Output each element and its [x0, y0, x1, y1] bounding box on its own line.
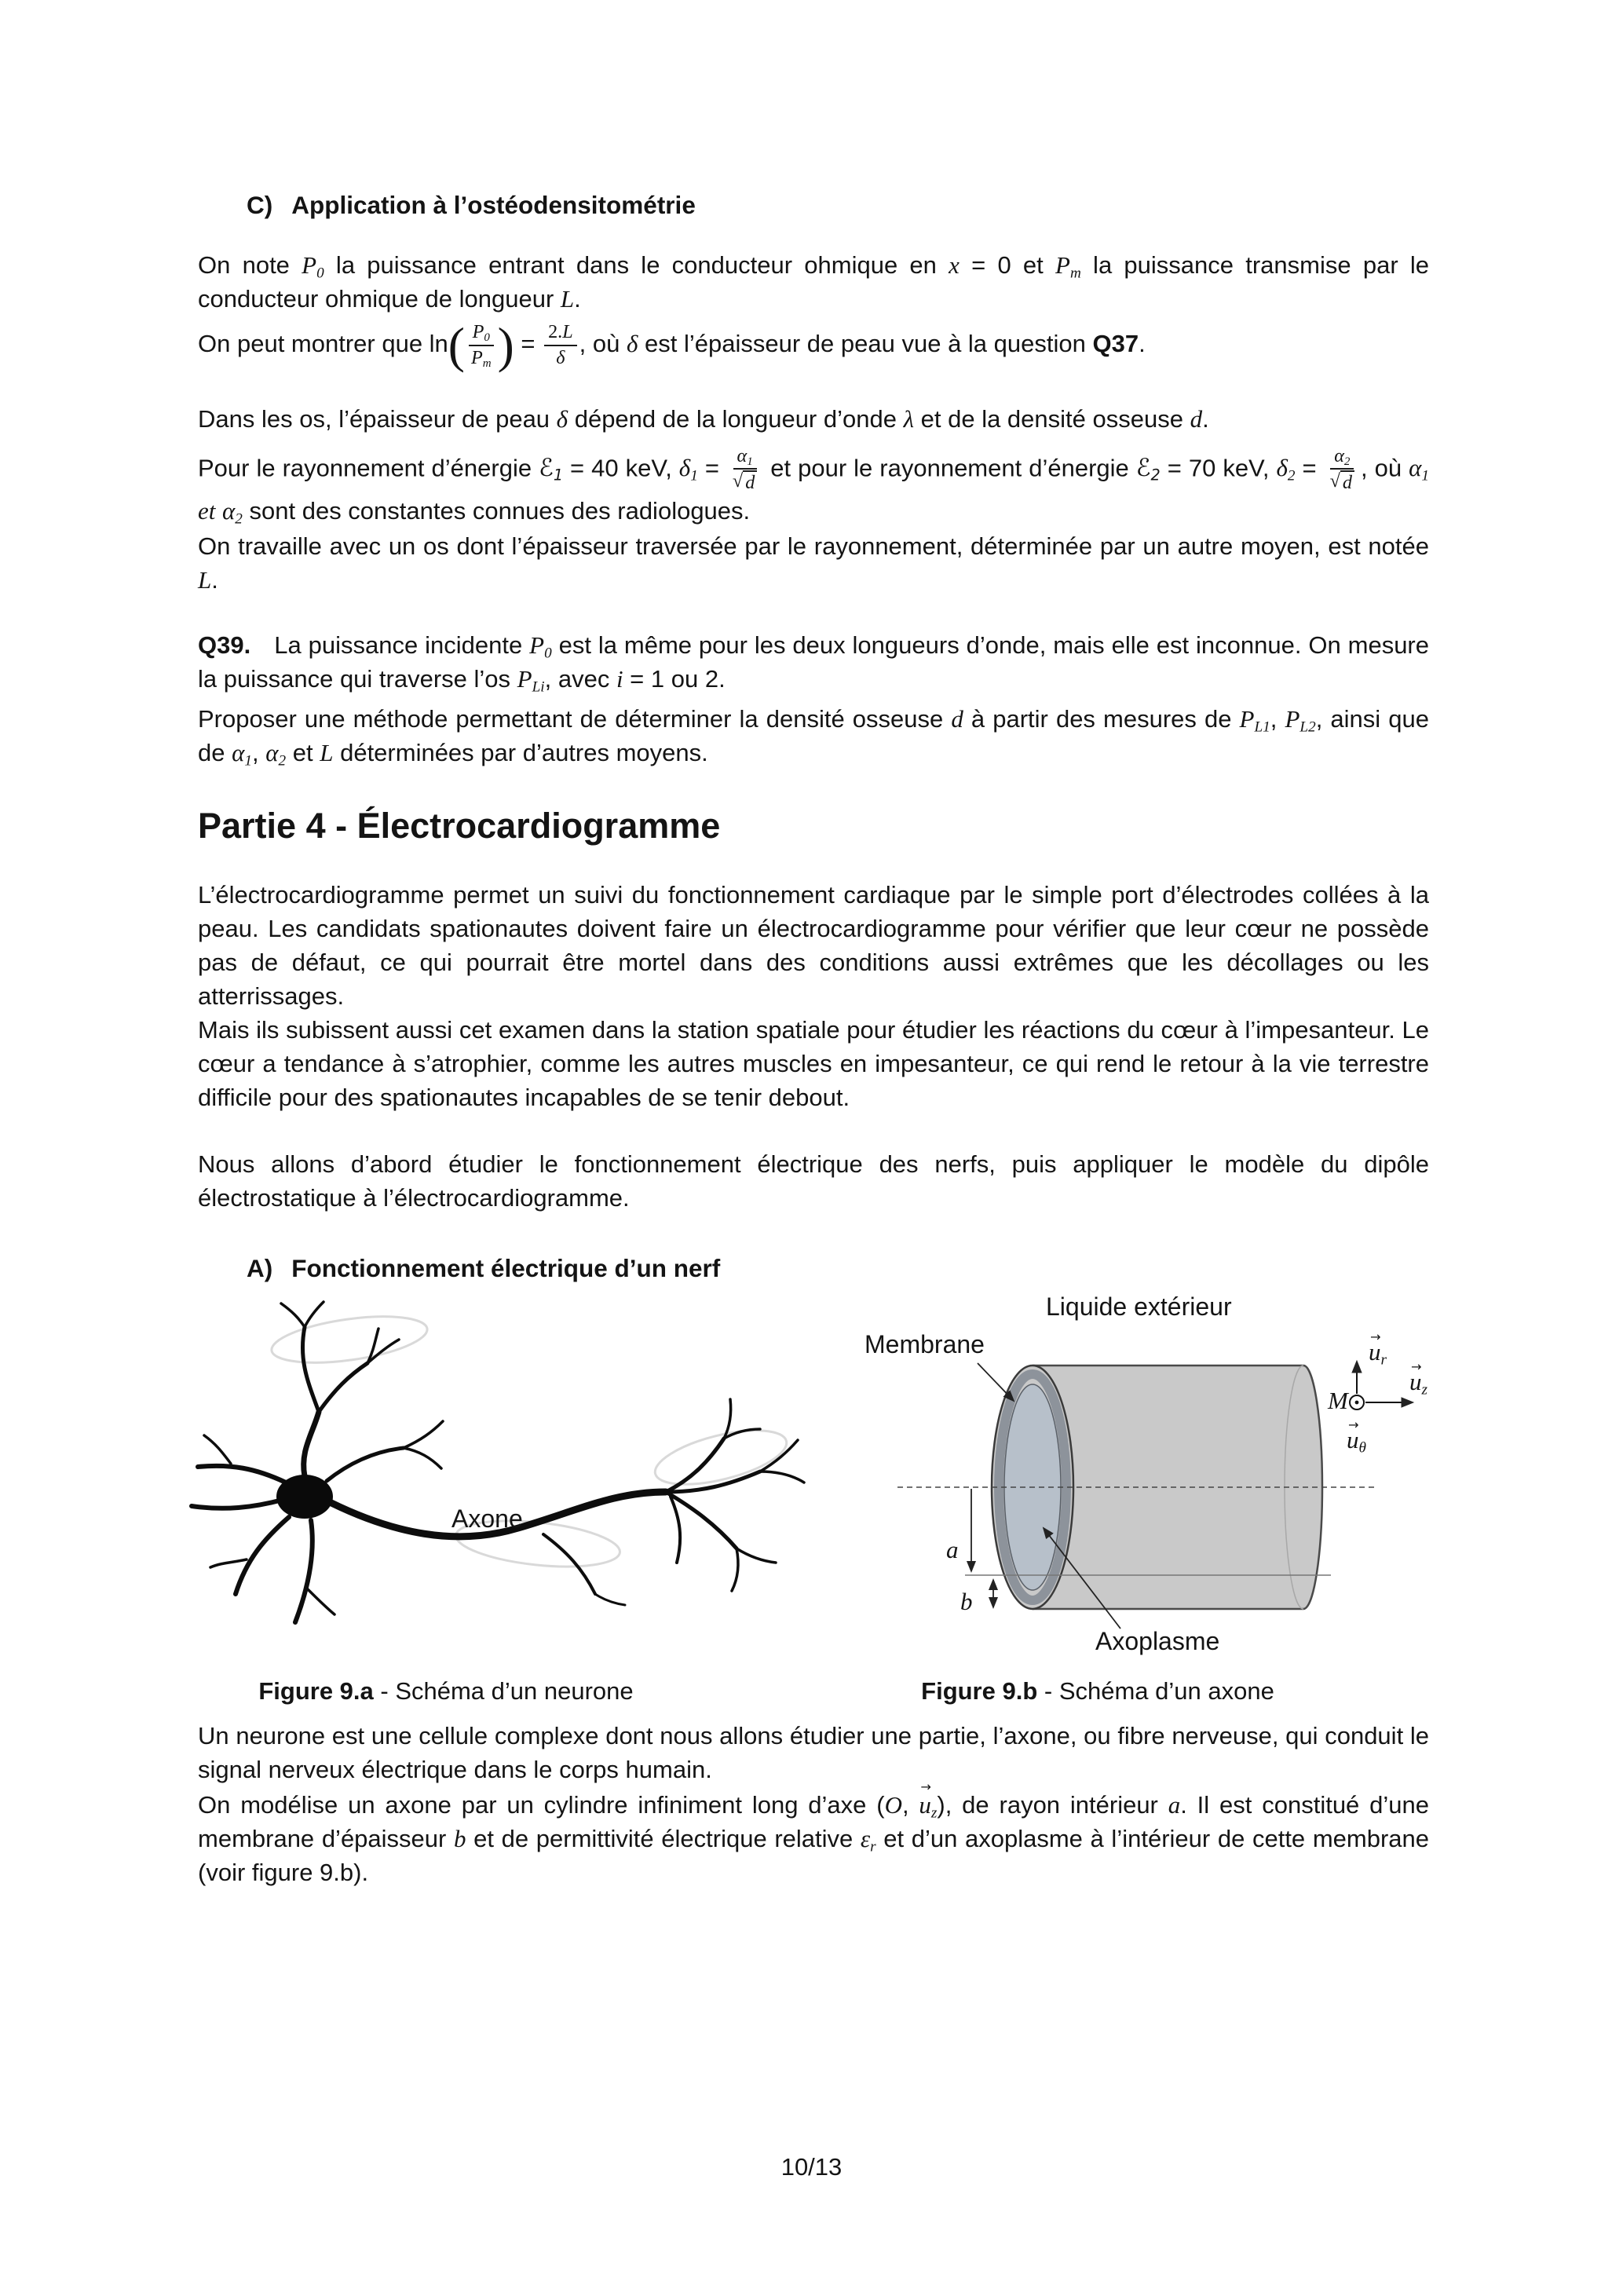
paragraph-ln-formula: On peut montrer que ln ( $\frac{P_0}{P_m}$ ) = $\frac{2.L}{\delta}$ , où δ est l’épaisseur de peau vue à la question Q37.	[198, 317, 1146, 373]
neuron-axon	[331, 1399, 804, 1605]
membrane-pointer-arrow	[978, 1363, 1014, 1401]
figure-9b-drawing	[860, 1291, 1453, 1669]
figure-9b-label-axoplasme: Axoplasme	[1095, 1626, 1220, 1655]
figure-9b-label-b: b	[960, 1587, 973, 1615]
paragraph-neuron-intro: Un neurone est une cellule complexe dont nous allons étudier une partie, l’axone, ou fibre nerveuse, qui conduit le signal nerveux électrique dans le corps humain.	[198, 1721, 1429, 1783]
section-a-heading	[247, 1254, 1429, 1283]
paragraph-bone-thickness: On travaille avec un os dont l’épaisseur traversée par le rayonnement, déterminée par un autre moyen, est notée L.	[198, 532, 1429, 594]
part4-heading: Partie 4 - Électrocardiogramme	[198, 805, 721, 846]
figure-9b-label-M: M	[1328, 1386, 1348, 1414]
neuron-dendrites	[192, 1302, 443, 1622]
paragraph-energies: Pour le rayonnement d’énergie ℰ$_1$ = 40 keV, $\delta_1$ = $\alpha_1$ √ d et pour le rayonnement d’énergie ℰ$_2$ = 70 keV, $\delta_2$ = $\alpha_2$ √ d , où $\alpha_1$ et $\alpha_2$ sont des constantes connues des radiologues.	[198, 444, 1429, 528]
figures-band	[181, 1291, 1468, 1669]
paragraph-skin-depth: Dans les os, l’épaisseur de peau δ dépend de la longueur d’onde λ et de la densité osseuse d.	[198, 404, 1209, 433]
figure-9b-label-uz: → $u_z$	[1409, 1368, 1427, 1396]
section-a-title: Fonctionnement électrique d’un nerf	[291, 1253, 721, 1282]
figure-9b-label-ur: → $u_r$	[1369, 1338, 1387, 1366]
neuron-soma	[276, 1475, 333, 1519]
figure-9b-label-liquide-exterieur: Liquide extérieur	[1046, 1292, 1232, 1321]
paragraph-axon-model: On modélise un axone par un cylindre infiniment long d’axe (O, → $u_z$), de rayon intérieur a. Il est constitué d’une membrane d’épaisseur b et de permittivité électrique relative $\varepsilon_r$ et d’un axoplasme à l’intérieur de cette membrane (voir figure 9.b).	[198, 1788, 1429, 1889]
question-q39: Q39. La puissance incidente $P_0$ est la même pour les deux longueurs d’onde, mais elle est inconnue. On mesure la puissance qui traverse l’os $P_{Li}$, avec i = 1 ou 2.	[198, 631, 1429, 696]
figure-9b-label-a: a	[946, 1535, 959, 1563]
section-c-heading	[247, 191, 1429, 220]
neuron-ghost-outlines	[269, 1308, 791, 1573]
paragraph-ecg-plan: Nous allons d’abord étudier le fonctionnement électrique des nerfs, puis appliquer le modèle du dipôle électrostatique à l’électrocardiogramme.	[198, 1150, 1429, 1212]
section-c-title: Application à l’ostéodensitométrie	[291, 191, 696, 219]
section-a-label: A)	[247, 1253, 273, 1282]
section-c-label: C)	[247, 191, 273, 219]
paragraph-ecg-space: Mais ils subissent aussi cet examen dans la station spatiale pour étudier les réactions du cœur à l’impesanteur. Le cœur a tendance à s’atrophier, comme les autres muscles en impesanteur, ce qui rend le retour à la vie terrestre difficile pour des spationautes incapables de se tenir debout.	[198, 1015, 1429, 1111]
question-q39-method: Proposer une méthode permettant de déterminer la densité osseuse d à partir des mesures de $P_{L1}$, $P_{L2}$, ainsi que de $\alpha_1$, $\alpha_2$ et L déterminées par d’autres moyens.	[198, 704, 1429, 770]
figure-captions-row	[181, 1674, 1429, 1708]
paragraph-ecg-intro: L’électrocardiogramme permet un suivi du fonctionnement cardiaque par le simple port d’électrodes collées à la peau. Les candidats spationautes doivent faire un électrocardiogramme pour vérifier que leur cœur ne possède pas de défaut, ce qui pourrait être mortel dans des conditions aussi extrêmes que les décollages ou les atterrissages.	[198, 880, 1429, 1010]
figure-9b-label-membrane: Membrane	[865, 1329, 985, 1358]
page-number: 10/13	[780, 2153, 843, 2181]
neuron-drawing	[181, 1294, 840, 1655]
figure-9b-label-utheta: → $u_\theta$	[1347, 1426, 1366, 1454]
point-M-dot	[1355, 1400, 1359, 1404]
figure-9b-caption: Figure 9.b - Schéma d’un axone	[921, 1676, 1274, 1705]
figure-9a-label-axone: Axone	[451, 1504, 523, 1533]
paragraph-power-definitions: On note $P_0$ la puissance entrant dans le conducteur ohmique en x = 0 et $P_m$ la puissance transmise par le conducteur ohmique de longueur L.	[198, 251, 1429, 313]
figure-9a-caption: Figure 9.a - Schéma d’un neurone	[258, 1676, 634, 1705]
